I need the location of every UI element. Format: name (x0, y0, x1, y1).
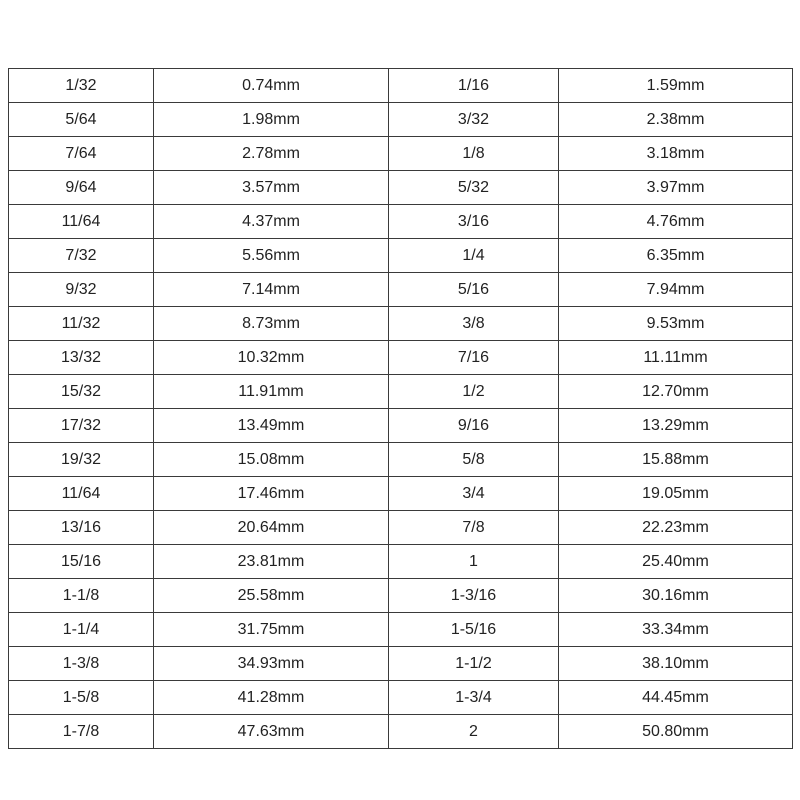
conversion-table-container (8, 68, 792, 740)
millimeter-cell: 15.88mm (559, 443, 793, 477)
table-row (9, 239, 793, 273)
millimeter-cell: 25.58mm (154, 579, 389, 613)
inch-fraction-cell: 2 (389, 715, 559, 749)
inch-fraction-cell: 7/64 (9, 137, 154, 171)
inch-fraction-cell: 5/32 (389, 171, 559, 205)
inch-fraction-cell: 5/16 (389, 273, 559, 307)
millimeter-cell: 6.35mm (559, 239, 793, 273)
table-row (9, 613, 793, 647)
inch-fraction-cell: 13/32 (9, 341, 154, 375)
inch-fraction-cell: 9/64 (9, 171, 154, 205)
table-row (9, 171, 793, 205)
inch-fraction-cell: 1-3/4 (389, 681, 559, 715)
table-body (9, 69, 793, 749)
millimeter-cell: 22.23mm (559, 511, 793, 545)
inch-fraction-cell: 11/32 (9, 307, 154, 341)
table-row (9, 477, 793, 511)
inch-to-mm-conversion-table (8, 68, 793, 749)
millimeter-cell: 38.10mm (559, 647, 793, 681)
inch-fraction-cell: 5/8 (389, 443, 559, 477)
table-row (9, 103, 793, 137)
inch-fraction-cell: 15/16 (9, 545, 154, 579)
inch-fraction-cell: 1 (389, 545, 559, 579)
inch-fraction-cell: 1-3/16 (389, 579, 559, 613)
millimeter-cell: 25.40mm (559, 545, 793, 579)
millimeter-cell: 3.18mm (559, 137, 793, 171)
millimeter-cell: 33.34mm (559, 613, 793, 647)
millimeter-cell: 19.05mm (559, 477, 793, 511)
millimeter-cell: 2.78mm (154, 137, 389, 171)
table-row (9, 443, 793, 477)
millimeter-cell: 8.73mm (154, 307, 389, 341)
millimeter-cell: 7.94mm (559, 273, 793, 307)
inch-fraction-cell: 1-1/2 (389, 647, 559, 681)
inch-fraction-cell: 3/16 (389, 205, 559, 239)
millimeter-cell: 9.53mm (559, 307, 793, 341)
table-row (9, 307, 793, 341)
inch-fraction-cell: 1-3/8 (9, 647, 154, 681)
millimeter-cell: 15.08mm (154, 443, 389, 477)
inch-fraction-cell: 3/4 (389, 477, 559, 511)
millimeter-cell: 11.91mm (154, 375, 389, 409)
table-row (9, 715, 793, 749)
inch-fraction-cell: 15/32 (9, 375, 154, 409)
millimeter-cell: 34.93mm (154, 647, 389, 681)
inch-fraction-cell: 1/16 (389, 69, 559, 103)
inch-fraction-cell: 7/16 (389, 341, 559, 375)
millimeter-cell: 47.63mm (154, 715, 389, 749)
inch-fraction-cell: 1-1/8 (9, 579, 154, 613)
inch-fraction-cell: 1-7/8 (9, 715, 154, 749)
millimeter-cell: 13.49mm (154, 409, 389, 443)
table-row (9, 137, 793, 171)
inch-fraction-cell: 11/64 (9, 477, 154, 511)
table-row (9, 375, 793, 409)
inch-fraction-cell: 1-5/16 (389, 613, 559, 647)
millimeter-cell: 41.28mm (154, 681, 389, 715)
millimeter-cell: 11.11mm (559, 341, 793, 375)
millimeter-cell: 50.80mm (559, 715, 793, 749)
millimeter-cell: 5.56mm (154, 239, 389, 273)
inch-fraction-cell: 9/32 (9, 273, 154, 307)
table-row (9, 647, 793, 681)
millimeter-cell: 7.14mm (154, 273, 389, 307)
millimeter-cell: 1.59mm (559, 69, 793, 103)
millimeter-cell: 13.29mm (559, 409, 793, 443)
inch-fraction-cell: 1/8 (389, 137, 559, 171)
inch-fraction-cell: 3/8 (389, 307, 559, 341)
inch-fraction-cell: 1/32 (9, 69, 154, 103)
millimeter-cell: 3.57mm (154, 171, 389, 205)
inch-fraction-cell: 3/32 (389, 103, 559, 137)
table-row (9, 681, 793, 715)
inch-fraction-cell: 5/64 (9, 103, 154, 137)
millimeter-cell: 4.37mm (154, 205, 389, 239)
inch-fraction-cell: 9/16 (389, 409, 559, 443)
inch-fraction-cell: 1-1/4 (9, 613, 154, 647)
table-row (9, 511, 793, 545)
millimeter-cell: 2.38mm (559, 103, 793, 137)
millimeter-cell: 10.32mm (154, 341, 389, 375)
inch-fraction-cell: 1/2 (389, 375, 559, 409)
table-row (9, 341, 793, 375)
millimeter-cell: 1.98mm (154, 103, 389, 137)
inch-fraction-cell: 1/4 (389, 239, 559, 273)
millimeter-cell: 30.16mm (559, 579, 793, 613)
inch-fraction-cell: 19/32 (9, 443, 154, 477)
inch-fraction-cell: 11/64 (9, 205, 154, 239)
millimeter-cell: 4.76mm (559, 205, 793, 239)
table-row (9, 205, 793, 239)
table-row (9, 579, 793, 613)
millimeter-cell: 20.64mm (154, 511, 389, 545)
inch-fraction-cell: 13/16 (9, 511, 154, 545)
inch-fraction-cell: 7/8 (389, 511, 559, 545)
millimeter-cell: 0.74mm (154, 69, 389, 103)
table-row (9, 545, 793, 579)
millimeter-cell: 44.45mm (559, 681, 793, 715)
inch-fraction-cell: 1-5/8 (9, 681, 154, 715)
millimeter-cell: 23.81mm (154, 545, 389, 579)
table-row (9, 69, 793, 103)
inch-fraction-cell: 17/32 (9, 409, 154, 443)
inch-fraction-cell: 7/32 (9, 239, 154, 273)
millimeter-cell: 31.75mm (154, 613, 389, 647)
millimeter-cell: 3.97mm (559, 171, 793, 205)
table-row (9, 273, 793, 307)
millimeter-cell: 17.46mm (154, 477, 389, 511)
table-row (9, 409, 793, 443)
millimeter-cell: 12.70mm (559, 375, 793, 409)
